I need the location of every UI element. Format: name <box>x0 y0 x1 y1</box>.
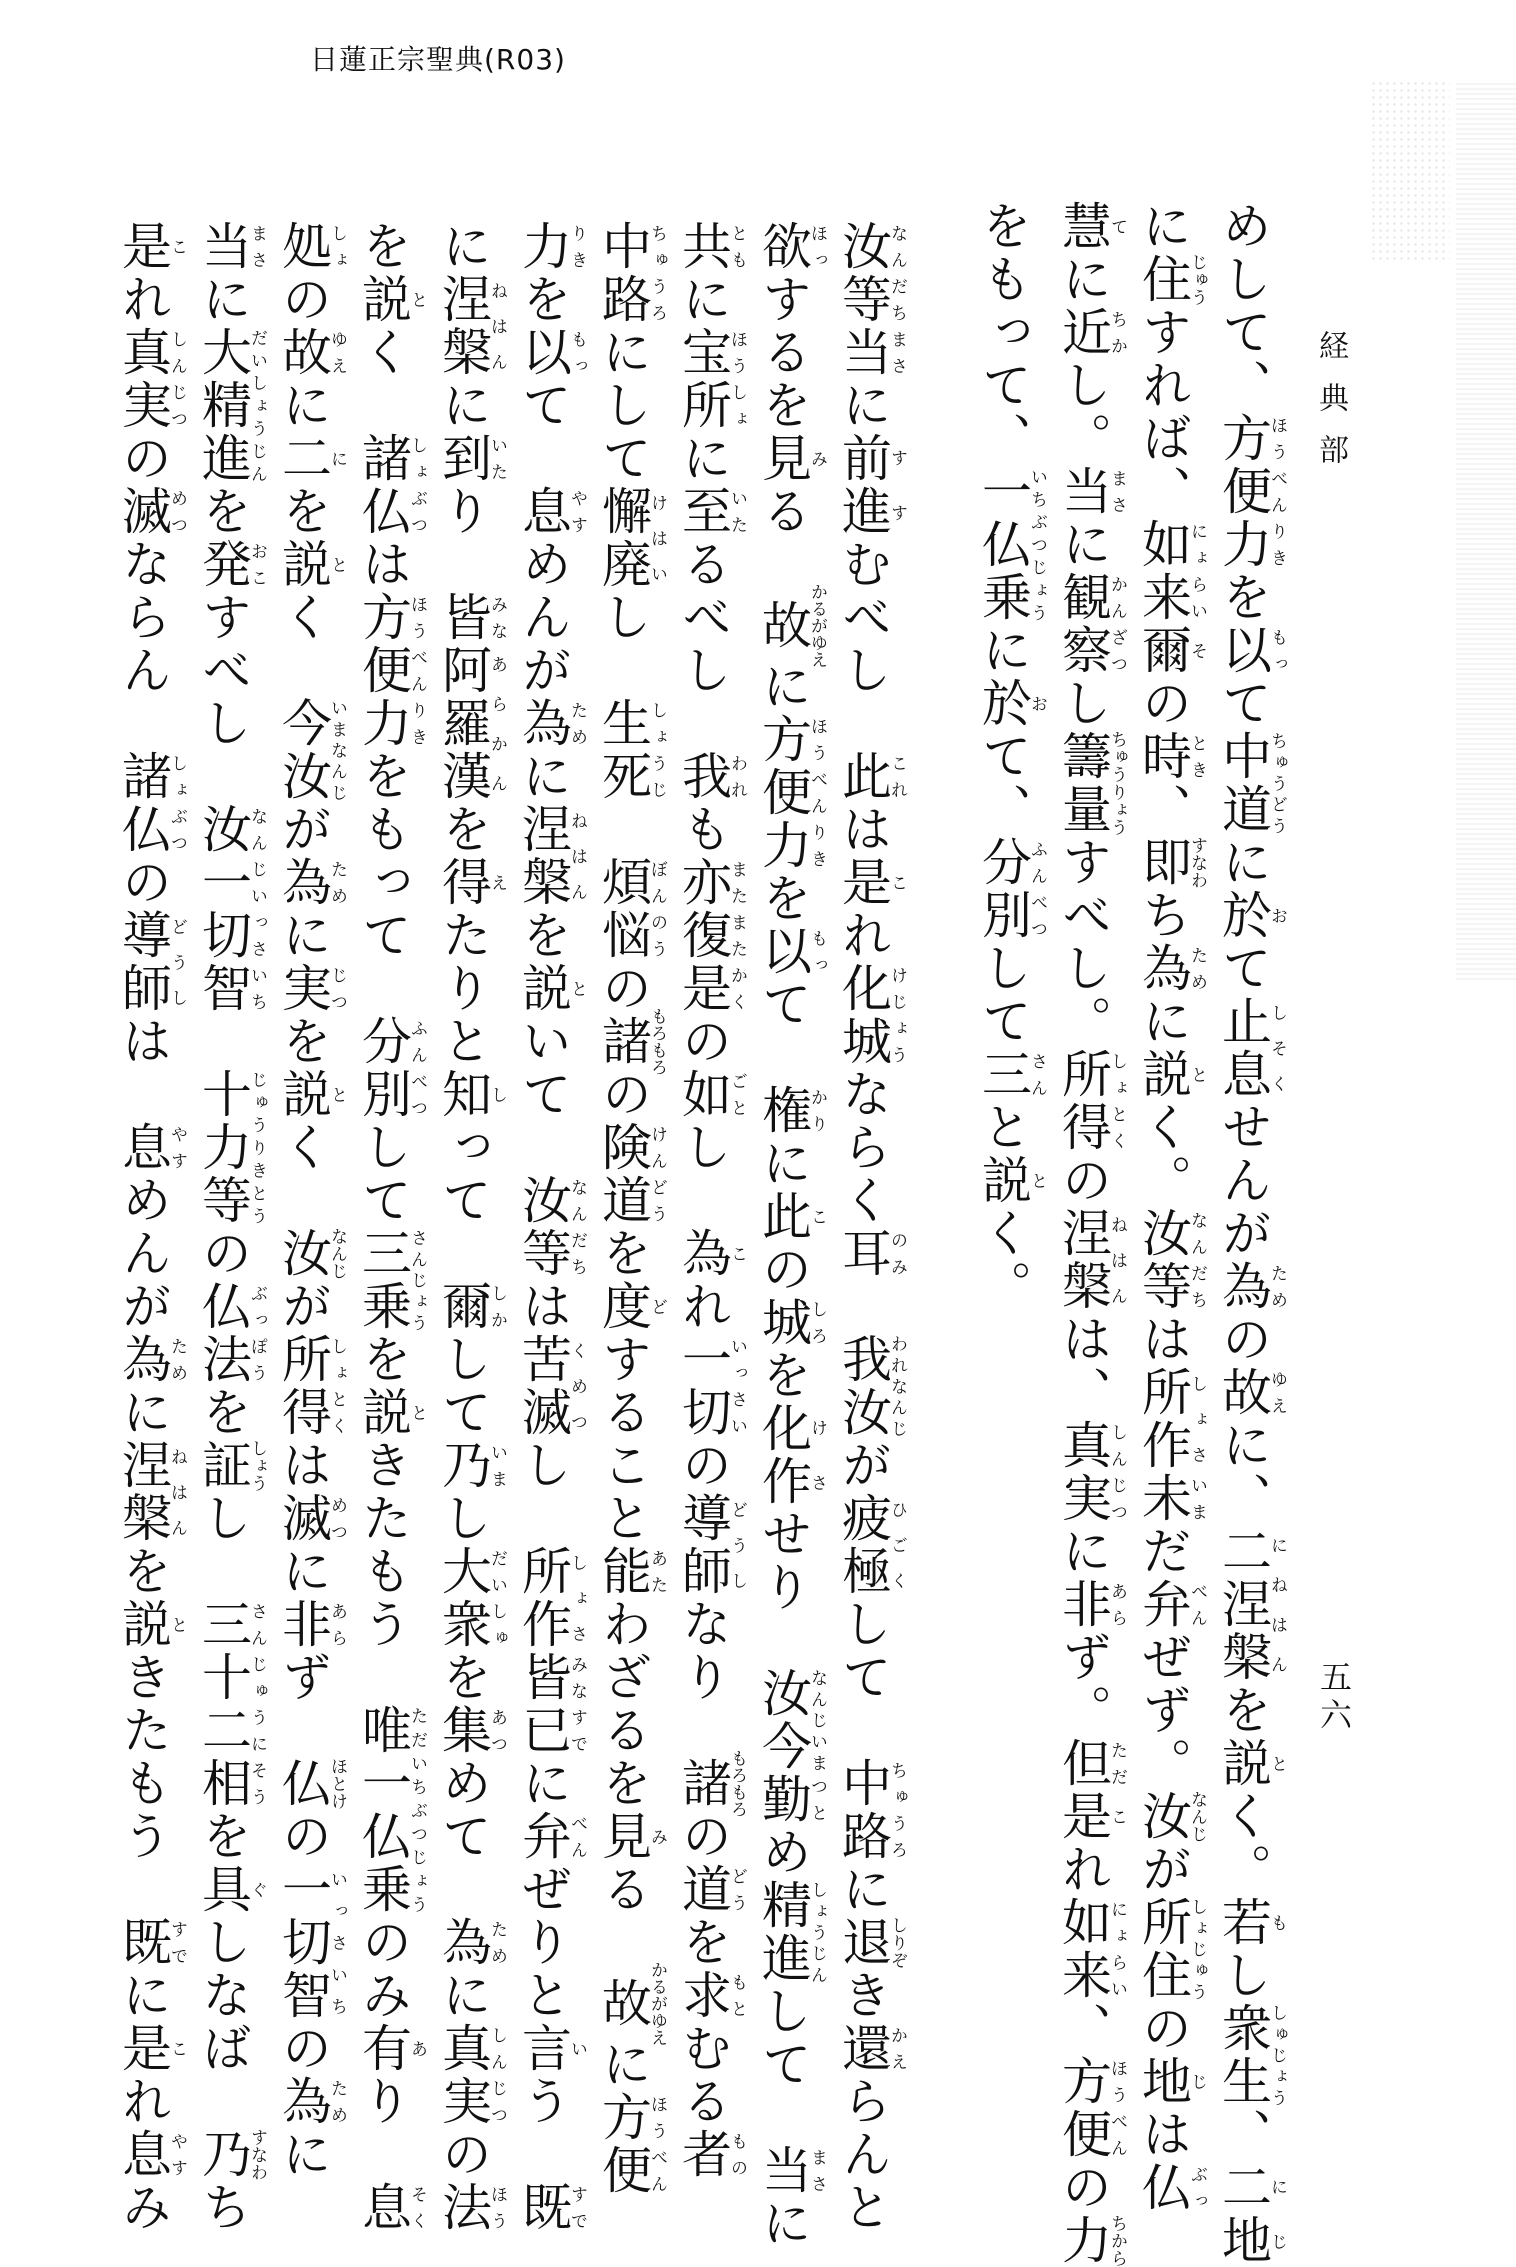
page-number: 五六 <box>1315 1660 1353 1736</box>
section-label: 経典部 <box>1313 330 1348 486</box>
ruby-word: 此こ <box>754 1190 827 1243</box>
ruby-word: 説と <box>274 538 347 591</box>
ruby-word: 方便ほうべん <box>1054 2055 1127 2161</box>
ruby-word: 還かえ <box>834 2022 907 2075</box>
ruby-word: 方便力ほうべんりき <box>1214 412 1287 571</box>
ruby-word: 三十二相さんじゅうにそう <box>194 1598 267 1810</box>
ruby-word: 求もと <box>674 1969 747 2022</box>
ruby-word: 知し <box>434 1068 507 1121</box>
ruby-word: 涅槃ねはん <box>514 803 587 909</box>
ruby-word: 大衆だいしゅ <box>434 1545 507 1651</box>
text-column: 汝等なんだち当まさに前進すすむべし 此これは是これ化城けじょうならく耳のみ 我汝われなんじが疲極ひごくして 中路ちゅうろに退しりぞき還かえらんと <box>834 220 907 2234</box>
ruby-word: 二地にじ <box>1214 2161 1287 2267</box>
ruby-word: 弁べん <box>514 1810 587 1863</box>
ruby-word: 到いた <box>434 432 507 485</box>
ruby-word: 息やす <box>114 1121 187 1174</box>
ruby-word: 汝なんじ <box>1134 1790 1207 1843</box>
ruby-word: 爾そ <box>1134 624 1207 677</box>
ruby-word: 真実しんじつ <box>1054 1419 1127 1525</box>
ruby-word: 為ため <box>114 1333 187 1386</box>
ruby-word: 滅めつ <box>114 485 187 538</box>
ruby-word: 為ため <box>514 697 587 750</box>
ruby-word: 故かるがゆえ <box>754 583 827 668</box>
ruby-word: 生死しょうじ <box>594 697 667 803</box>
ruby-word: 如ごと <box>674 1068 747 1121</box>
ruby-word: 籌量ちゅうりょう <box>1054 730 1127 836</box>
ruby-word: 説と <box>1214 1737 1287 1790</box>
ruby-word: 懈廃けはい <box>594 485 667 591</box>
scan-noise <box>1370 80 1450 260</box>
ruby-word: 二涅槃にねはん <box>1214 1525 1287 1684</box>
ruby-word: 地じ <box>1134 2055 1207 2108</box>
ruby-word: 能あた <box>594 1545 667 1598</box>
ruby-word: 仏法ぶっぽう <box>194 1280 267 1386</box>
ruby-word: 既すで <box>114 1916 187 1969</box>
text-column: 処しょの故ゆえに二にを説とく 今汝いまなんじが為ために実じつを説とく 汝なんじが所得しょとくは滅めつに非あらず 仏ほとけの一切智いっさいちの為ために <box>274 220 347 2181</box>
ruby-word: 以もっ <box>1214 624 1287 677</box>
ruby-word: 阿羅漢あらかん <box>434 644 507 803</box>
text-column: 慧てに近ちかし。当まさに観察かんざつし籌量ちゅうりょうすべし。所得しょとくの涅槃ねはんは、真実しんじつに非あらず。但ただ是これ如来にょらい、方便ほうべんの力ちから <box>1054 200 1127 2267</box>
ruby-word: 言い <box>514 2022 587 2075</box>
ruby-word: 煩悩ぼんのう <box>594 856 667 962</box>
ruby-word: 諸仏しょぶつ <box>354 432 427 538</box>
ruby-word: 是かく <box>674 962 747 1015</box>
ruby-word: 集あつ <box>434 1704 507 1757</box>
ruby-word: 説と <box>974 1154 1047 1207</box>
ruby-word: 三さん <box>974 1048 1047 1101</box>
ruby-word: 導師どうし <box>114 909 187 1015</box>
ruby-word: 当まさ <box>754 2144 827 2197</box>
ruby-word: 説と <box>514 962 587 1015</box>
ruby-word: 是こ <box>834 856 907 909</box>
ruby-word: 説と <box>274 1068 347 1121</box>
ruby-word: 説と <box>354 1386 427 1439</box>
ruby-word: 汝等なんだち <box>1134 1207 1207 1313</box>
ruby-word: 以もっ <box>514 326 587 379</box>
ruby-word: 今汝いまなんじ <box>274 697 347 803</box>
ruby-word: 方便力ほうべんりき <box>754 713 827 872</box>
ruby-word: 当まさ <box>834 326 907 379</box>
ruby-word: 真実しんじつ <box>114 326 187 432</box>
ruby-word: 住じゅう <box>1134 253 1207 306</box>
ruby-word: 方便ほうべん <box>594 2091 667 2197</box>
ruby-word: 化作けさ <box>754 1402 827 1508</box>
ruby-word: 法ほう <box>434 2181 507 2234</box>
ruby-word: 力ちから <box>1054 2214 1127 2267</box>
ruby-word: 中道ちゅうどう <box>1214 730 1287 836</box>
ruby-word: 一切智いっさいち <box>274 1863 347 2022</box>
ruby-word: 道どう <box>674 1863 747 1916</box>
ruby-word: 城しろ <box>754 1296 827 1349</box>
ruby-word: 説と <box>354 273 427 326</box>
ruby-word: 慧て <box>1054 200 1127 253</box>
ruby-word: 導師どうし <box>674 1492 747 1598</box>
ruby-word: 真実しんじつ <box>434 2022 507 2128</box>
ruby-word: 仏ぶっ <box>1134 2161 1207 2214</box>
ruby-word: 処しょ <box>274 220 347 273</box>
ruby-word: 前進すす <box>834 432 907 538</box>
ruby-word: 故ゆえ <box>274 326 347 379</box>
ruby-word: 所作しょさ <box>514 1545 587 1651</box>
text-column: に涅槃ねはんに到いたり 皆みな阿羅漢あらかんを得えたりと知しって 爾しかして乃いまし大衆だいしゅを集あつめて 為ために真実しんじつの法ほう <box>434 220 507 2234</box>
ruby-word: 唯一仏乗ただいちぶつじょう <box>354 1704 427 1916</box>
ruby-word: 為ため <box>274 2075 347 2128</box>
ruby-word: 説と <box>1134 1048 1207 1101</box>
ruby-word: 故ゆえ <box>1214 1366 1287 1419</box>
ruby-word: 方便力ほうべんりき <box>354 591 427 750</box>
ruby-word: 涅槃ねはん <box>114 1439 187 1545</box>
ruby-word: 権かり <box>754 1084 827 1137</box>
ruby-word: 滅めつ <box>274 1492 347 1545</box>
ruby-word: 力りき <box>514 220 587 273</box>
ruby-word: 至いた <box>674 485 747 538</box>
ruby-word: 度ど <box>594 1280 667 1333</box>
page-header-title: 日蓮正宗聖典(R03) <box>310 43 566 76</box>
ruby-word: 宝所ほうしょ <box>674 326 747 432</box>
ruby-word: 但ただ <box>1054 1737 1127 1790</box>
text-column: をもって、一仏乗いちぶつじょうに於おて、分別ふんべつして三さんと説とく。 <box>974 200 1047 1313</box>
ruby-word: 息そく <box>354 2181 427 2234</box>
ruby-word: 観察かんざつ <box>1054 571 1127 677</box>
ruby-word: 汝なんじ <box>274 1227 347 1280</box>
ruby-word: 以もっ <box>754 925 827 978</box>
ruby-word: 諸もろもろ <box>594 1007 667 1076</box>
ruby-word: 於お <box>974 677 1047 730</box>
ruby-word: 息やす <box>114 2128 187 2181</box>
ruby-word: 息やす <box>514 485 587 538</box>
ruby-word: 非あら <box>274 1598 347 1651</box>
ruby-word: 説と <box>114 1598 187 1651</box>
ruby-word: 乃すなわ <box>194 2128 267 2181</box>
ruby-word: 諸仏しょぶつ <box>114 750 187 856</box>
ruby-word: 是こ <box>1054 1790 1127 1843</box>
ruby-word: 爾しか <box>434 1280 507 1333</box>
ruby-word: 為ため <box>1214 1260 1287 1313</box>
ruby-word: 一切いっさい <box>674 1333 747 1439</box>
ruby-word: 汝今なんじいま <box>754 1667 827 1773</box>
ruby-word: 我汝われなんじ <box>834 1333 907 1439</box>
text-column: 是これ真実しんじつの滅めつならん 諸仏しょぶつの導師どうしは 息やすめんが為ために涅槃ねはんを説ときたもう 既すでに是これ息やすみ <box>114 220 187 2234</box>
ruby-word: 分別ふんべつ <box>974 836 1047 942</box>
ruby-word: 得え <box>434 856 507 909</box>
ruby-word: 実じつ <box>274 962 347 1015</box>
text-column: に住じゅうすれば、如来にょらい爾その時とき、即すなわち為ために説とく。汝等なんだちは所作しょさ未いまだ弁べんぜず。汝なんじが所住しょじゅうの地じは仏ぶっ <box>1134 200 1207 2214</box>
ruby-word: 者もの <box>674 2128 747 2181</box>
text-column: 力りきを以もって 息やすめんが為ために涅槃ねはんを説といて 汝等なんだちは苦滅くめつし 所作しょさ皆みな已すでに弁べんぜりと言いう 既すで <box>514 220 587 2234</box>
ruby-word: 疲極ひごく <box>834 1492 907 1598</box>
ruby-word: 化城けじょう <box>834 962 907 1068</box>
ruby-word: 亦復またまた <box>674 856 747 962</box>
ruby-word: 中路ちゅうろ <box>834 1757 907 1863</box>
ruby-word: 所作しょさ <box>1134 1366 1207 1472</box>
text-column: 中路ちゅうろにして懈廃けはいし 生死しょうじ 煩悩ぼんのうの諸もろもろの険道けんどうを度どすること能あたわざるを見みる 故かるがゆえに方便ほうべん <box>594 220 667 2197</box>
text-column: を説とく 諸仏しょぶつは方便力ほうべんりきをもって 分別ふんべつして三乗さんじょうを説ときたもう 唯一仏乗ただいちぶつじょうのみ有あり 息そく <box>354 220 427 2234</box>
ruby-word: 為こ <box>674 1227 747 1280</box>
ruby-word: 十力等じゅうりきとう <box>194 1068 267 1227</box>
ruby-word: 未いま <box>1134 1472 1207 1525</box>
ruby-word: 若も <box>1214 1896 1287 1949</box>
ruby-word: 勤つと <box>754 1773 827 1826</box>
ruby-word: 所住しょじゅう <box>1134 1896 1207 2002</box>
ruby-word: 見み <box>594 1810 667 1863</box>
ruby-word: 如来にょらい <box>1134 518 1207 624</box>
ruby-word: 具ぐ <box>194 1863 267 1916</box>
ruby-word: 所得しょとく <box>1054 1048 1127 1154</box>
ruby-word: 為ため <box>434 1916 507 1969</box>
ruby-word: 共とも <box>674 220 747 273</box>
ruby-word: 如来にょらい <box>1054 1896 1127 2002</box>
text-column: 欲ほっするを見みる 故かるがゆえに方便力ほうべんりきを以もって 権かりに此この城しろを化作けさせり 汝今なんじいま勤つとめ精進しょうじんして 当まさに <box>754 220 827 2250</box>
ruby-word: 已すで <box>514 1704 587 1757</box>
ruby-word: 是こ <box>114 220 187 273</box>
ruby-word: 一仏乗いちぶつじょう <box>974 465 1047 624</box>
ruby-word: 涅槃ねはん <box>434 273 507 379</box>
ruby-word: 当まさ <box>1054 465 1127 518</box>
ruby-word: 汝等なんだち <box>834 220 907 326</box>
ruby-word: 諸もろもろ <box>674 1749 747 1818</box>
ruby-word: 欲ほっ <box>754 220 827 273</box>
ruby-word: 退しりぞ <box>834 1916 907 1969</box>
ruby-word: 所得しょとく <box>274 1333 347 1439</box>
ruby-word: 衆生しゅじょう <box>1214 2002 1287 2108</box>
ruby-word: 為ため <box>1134 942 1207 995</box>
ruby-word: 近ちか <box>1054 306 1127 359</box>
ruby-word: 分別ふんべつ <box>354 1015 427 1121</box>
ruby-word: 於お <box>1214 889 1287 942</box>
ruby-word: 皆みな <box>434 591 507 644</box>
ruby-word: 既すで <box>514 2181 587 2234</box>
ruby-word: 非あら <box>1054 1578 1127 1631</box>
ruby-word: 乃いま <box>434 1439 507 1492</box>
ruby-word: 当まさ <box>194 220 267 273</box>
ruby-word: 中路ちゅうろ <box>594 220 667 326</box>
ruby-word: 時とき <box>1134 730 1207 783</box>
ruby-word: 仏ほとけ <box>274 1757 347 1810</box>
ruby-word: 我われ <box>674 750 747 803</box>
ruby-word: 発おこ <box>194 538 267 591</box>
ruby-word: 耳のみ <box>834 1227 907 1280</box>
ruby-word: 即すなわ <box>1134 836 1207 889</box>
text-column: 共ともに宝所ほうしょに至いたるべし 我われも亦復またまた是かくの如ごとし 為これ一切いっさいの導師どうしなり 諸もろもろの道どうを求もとむる者もの <box>674 220 747 2181</box>
ruby-word: 汝等なんだち <box>514 1174 587 1280</box>
ruby-word: 証しょう <box>194 1439 267 1492</box>
ruby-word: 二に <box>274 432 347 485</box>
ruby-word: 苦滅くめつ <box>514 1333 587 1439</box>
ruby-word: 精進しょうじん <box>754 1879 827 1985</box>
ruby-word: 有あ <box>354 2022 427 2075</box>
ruby-word: 此これ <box>834 750 907 803</box>
scan-noise <box>1456 80 1516 980</box>
ruby-word: 険道けんどう <box>594 1121 667 1227</box>
ruby-word: 涅槃ねはん <box>1054 1207 1127 1313</box>
ruby-word: 止息しそく <box>1214 995 1287 1101</box>
ruby-word: 為ため <box>274 856 347 909</box>
ruby-word: 皆みな <box>514 1651 587 1704</box>
ruby-word: 大精進だいしょうじん <box>194 326 267 485</box>
text-column: 当まさに大精進だいしょうじんを発おこすべし 汝一切智なんじいっさいち 十力等じゅうりきとうの仏法ぶっぽうを証しょうし 三十二相さんじゅうにそうを具ぐしなば 乃すなわち <box>194 220 267 2234</box>
ruby-word: 弁べん <box>1134 1578 1207 1631</box>
ruby-word: 是こ <box>114 2022 187 2075</box>
ruby-word: 汝一切智なんじいっさいち <box>194 803 267 1015</box>
text-column: めして、方便力ほうべんりきを以もって中道ちゅうどうに於おて止息しそくせんが為ための故ゆえに、二涅槃にねはんを説とく。若もし衆生しゅじょう、二地にじ <box>1214 200 1287 2267</box>
ruby-word: 故かるがゆえ <box>594 1961 667 2046</box>
ruby-word: 見み <box>754 432 827 485</box>
ruby-word: 三乗さんじょう <box>354 1227 427 1333</box>
